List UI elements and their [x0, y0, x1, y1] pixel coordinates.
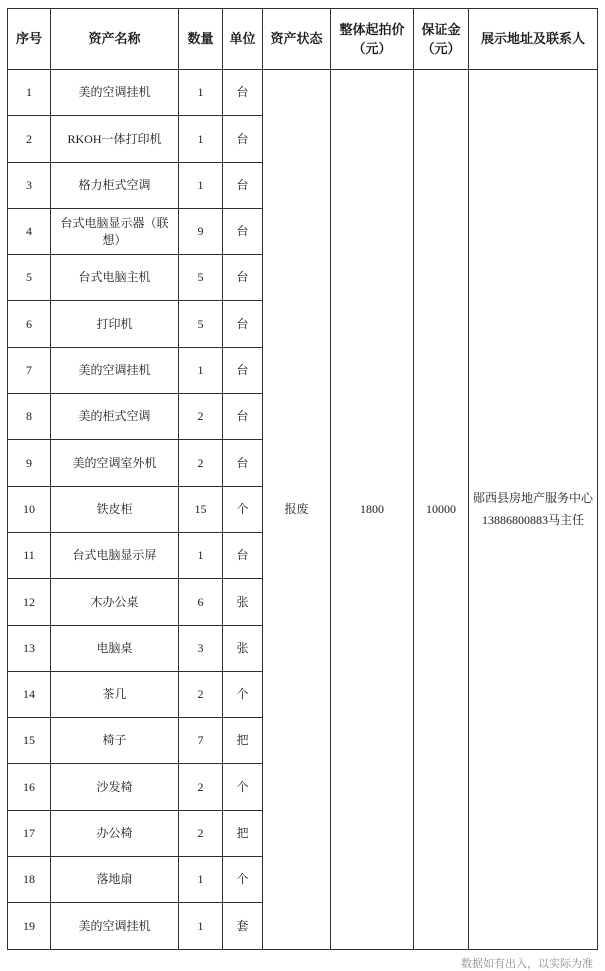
cell-unit: 个 [223, 671, 263, 717]
asset-table [7, 8, 598, 950]
cell-start-price: 1800 [331, 70, 414, 950]
col-header-label: 保证金 [421, 21, 461, 37]
col-header-sublabel: （元） [352, 41, 392, 56]
cell-unit: 台 [223, 301, 263, 347]
asset-table-rows [8, 70, 598, 950]
cell-asset-name: 美的空调挂机 [51, 347, 179, 393]
col-header-sublabel: （元） [421, 41, 461, 56]
cell-asset-name: 台式电脑显示屏 [51, 532, 179, 578]
cell-asset-name: 台式电脑显示器（联想） [51, 208, 179, 254]
cell-unit: 张 [223, 579, 263, 625]
col-header-label: 单位 [229, 31, 256, 47]
cell-contact [469, 70, 598, 950]
cell-unit: 个 [223, 764, 263, 810]
cell-unit: 个 [223, 857, 263, 903]
cell-serial: 5 [8, 255, 51, 301]
cell-unit: 台 [223, 116, 263, 162]
col-header-deposit [414, 9, 469, 70]
cell-quantity: 15 [179, 486, 223, 532]
col-header-label: 资产状态 [270, 31, 323, 47]
cell-quantity: 7 [179, 718, 223, 764]
cell-unit: 张 [223, 625, 263, 671]
cell-asset-name: 落地扇 [51, 857, 179, 903]
cell-unit: 台 [223, 208, 263, 254]
cell-quantity: 1 [179, 903, 223, 949]
col-header-unit [223, 9, 263, 70]
col-header-label: 序号 [15, 31, 42, 47]
contact-address: 郧西县房地产服务中心 [472, 490, 593, 505]
cell-asset-name: 茶几 [51, 671, 179, 717]
cell-serial: 18 [8, 857, 51, 903]
cell-quantity: 1 [179, 116, 223, 162]
cell-serial: 13 [8, 625, 51, 671]
cell-serial: 16 [8, 764, 51, 810]
cell-asset-name: 铁皮柜 [51, 486, 179, 532]
cell-quantity: 1 [179, 162, 223, 208]
header-row [8, 9, 598, 70]
col-header-quantity [179, 9, 223, 70]
cell-quantity: 2 [179, 810, 223, 856]
cell-asset-name: 美的空调挂机 [51, 903, 179, 949]
cell-serial: 11 [8, 532, 51, 578]
cell-serial: 17 [8, 810, 51, 856]
cell-deposit: 10000 [414, 70, 469, 950]
cell-serial: 19 [8, 903, 51, 949]
col-header-serial [8, 9, 51, 70]
cell-unit: 台 [223, 532, 263, 578]
cell-asset-name: RKOH一体打印机 [51, 116, 179, 162]
cell-quantity: 2 [179, 671, 223, 717]
col-header-label: 展示地址及联系人 [480, 31, 585, 47]
cell-quantity: 1 [179, 532, 223, 578]
cell-asset-name: 椅子 [51, 718, 179, 764]
cell-quantity: 2 [179, 440, 223, 486]
contact-phone: 13886800883马主任 [481, 513, 584, 528]
col-header-label: 资产名称 [88, 31, 141, 47]
cell-quantity: 5 [179, 301, 223, 347]
cell-quantity: 1 [179, 347, 223, 393]
cell-unit: 把 [223, 810, 263, 856]
col-header-start-price [331, 9, 414, 70]
cell-unit: 台 [223, 347, 263, 393]
col-header-asset-name [51, 9, 179, 70]
cell-serial: 8 [8, 394, 51, 440]
cell-asset-name: 打印机 [51, 301, 179, 347]
cell-quantity: 6 [179, 579, 223, 625]
cell-asset-name: 台式电脑主机 [51, 255, 179, 301]
cell-asset-name: 沙发椅 [51, 764, 179, 810]
cell-asset-name: 格力柜式空调 [51, 162, 179, 208]
cell-serial: 1 [8, 70, 51, 116]
cell-quantity: 1 [179, 857, 223, 903]
table-row [8, 70, 598, 116]
cell-quantity: 2 [179, 394, 223, 440]
cell-serial: 7 [8, 347, 51, 393]
cell-unit: 台 [223, 255, 263, 301]
cell-quantity: 9 [179, 208, 223, 254]
col-header-status [263, 9, 331, 70]
cell-serial: 15 [8, 718, 51, 764]
cell-serial: 10 [8, 486, 51, 532]
cell-quantity: 5 [179, 255, 223, 301]
col-header-label: 整体起拍价 [339, 21, 405, 37]
cell-status: 报废 [263, 70, 331, 950]
col-header-label: 数量 [187, 31, 214, 47]
cell-serial: 14 [8, 671, 51, 717]
cell-unit: 台 [223, 440, 263, 486]
cell-asset-name: 电脑桌 [51, 625, 179, 671]
cell-unit: 台 [223, 162, 263, 208]
cell-serial: 4 [8, 208, 51, 254]
cell-asset-name: 办公椅 [51, 810, 179, 856]
cell-serial: 12 [8, 579, 51, 625]
table-header [8, 9, 598, 70]
cell-asset-name: 木办公桌 [51, 579, 179, 625]
cell-quantity: 1 [179, 70, 223, 116]
col-header-contact [469, 9, 598, 70]
cell-unit: 套 [223, 903, 263, 949]
cell-quantity: 2 [179, 764, 223, 810]
cell-quantity: 3 [179, 625, 223, 671]
cell-unit: 把 [223, 718, 263, 764]
cell-unit: 台 [223, 70, 263, 116]
cell-asset-name: 美的空调挂机 [51, 70, 179, 116]
cell-serial: 9 [8, 440, 51, 486]
cell-asset-name: 美的柜式空调 [51, 394, 179, 440]
cell-unit: 个 [223, 486, 263, 532]
cell-unit: 台 [223, 394, 263, 440]
cell-asset-name: 美的空调室外机 [51, 440, 179, 486]
footer-note: 数据如有出入，以实际为准 [461, 957, 593, 970]
cell-serial: 6 [8, 301, 51, 347]
cell-serial: 2 [8, 116, 51, 162]
cell-serial: 3 [8, 162, 51, 208]
